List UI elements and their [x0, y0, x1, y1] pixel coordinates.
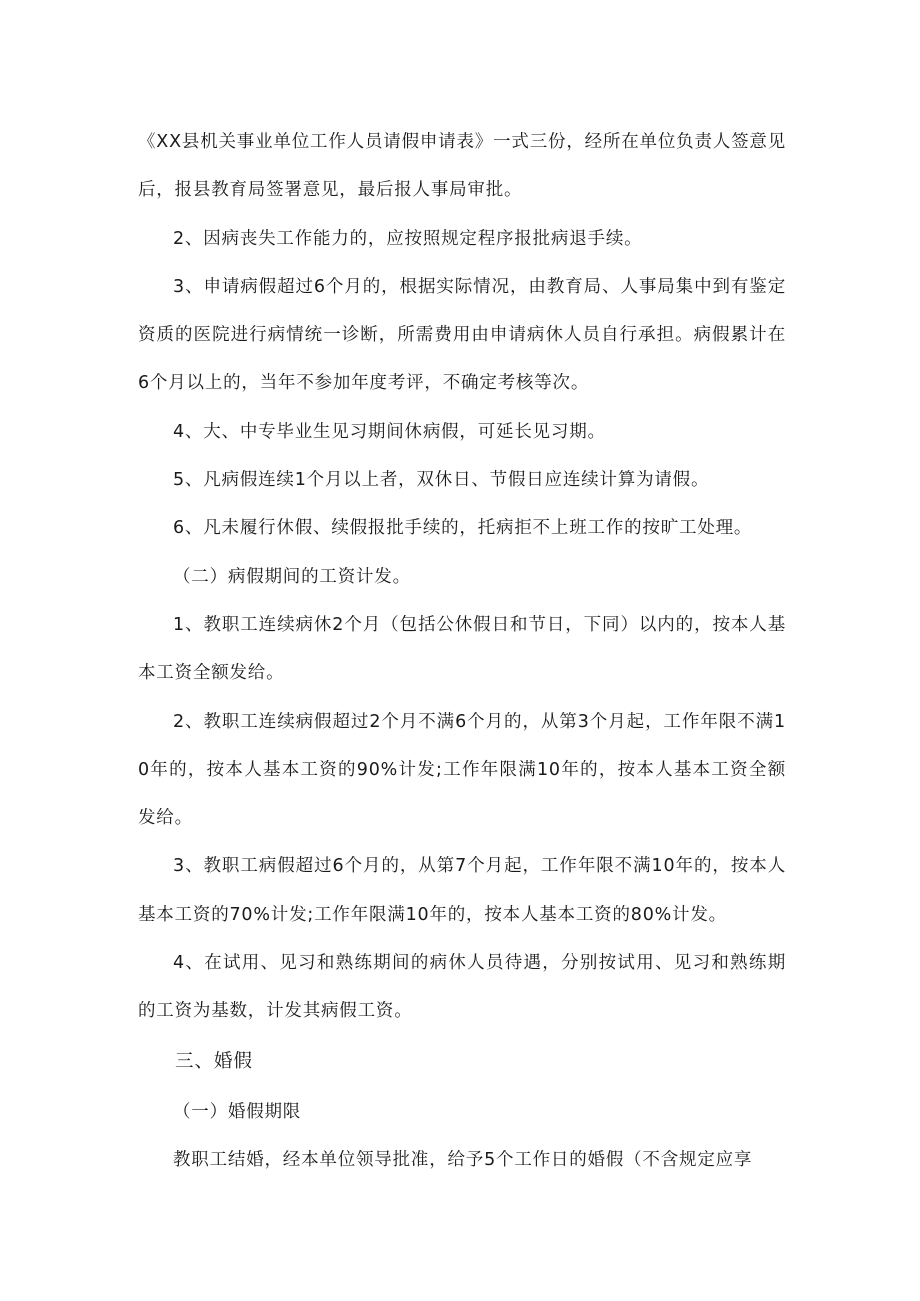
paragraph-sick-leave-6: 6、凡未履行休假、续假报批手续的，托病拒不上班工作的按旷工处理。 [173, 518, 753, 539]
paragraph-wage-1: 1、教职工连续病休2个月（包括公休假日和节日，下同）以内的，按本人基本工资全额发给。 [138, 614, 786, 684]
paragraph-sick-leave-4: 4、大、中专毕业生见习期间休病假，可延长见习期。 [173, 421, 606, 442]
paragraph-sick-leave-3: 3、申请病假超过6个月的，根据实际情况，由教育局、人事局集中到有鉴定资质的医院进行病情统一诊断，所需费用由申请病休人员自行承担。病假累计在6个月以上的，当年不参加年度考评，不确定考核等次。 [138, 276, 786, 394]
subheading-sick-leave-wages: （二）病假期间的工资计发。 [173, 566, 411, 587]
paragraph-marriage-1: 教职工结婚，经本单位领导批准，给予5个工作日的婚假（不含规定应享 [173, 1149, 753, 1170]
paragraph-sick-leave-5: 5、凡病假连续1个月以上者，双休日、节假日应连续计算为请假。 [173, 470, 710, 491]
paragraph-sick-leave-2: 2、因病丧失工作能力的，应按照规定程序报批病退手续。 [173, 228, 643, 249]
paragraph-application-form: 《XX县机关事业单位工作人员请假申请表》一式三份，经所在单位负责人签意见后，报县教育局签署意见，最后报人事局审批。 [138, 132, 786, 201]
paragraph-wage-4: 4、在试用、见习和熟练期间的病休人员待遇，分别按试用、见习和熟练期的工资为基数，计发其病假工资。 [138, 953, 786, 1022]
section-heading-marriage-leave: 三、婚假 [175, 1050, 254, 1072]
paragraph-wage-3: 3、教职工病假超过6个月的，从第7个月起，工作年限不满10年的，按本人基本工资的70%计发;工作年限满10年的，按本人基本工资的80%计发。 [138, 856, 786, 925]
document-page [138, 118, 786, 1184]
subheading-marriage-leave-period: （一）婚假期限 [173, 1101, 302, 1122]
paragraph-wage-2: 2、教职工连续病假超过2个月不满6个月的，从第3个月起，工作年限不满10年的，按本人基本工资的90%计发;工作年限满10年的，按本人基本工资全额发给。 [138, 711, 786, 829]
